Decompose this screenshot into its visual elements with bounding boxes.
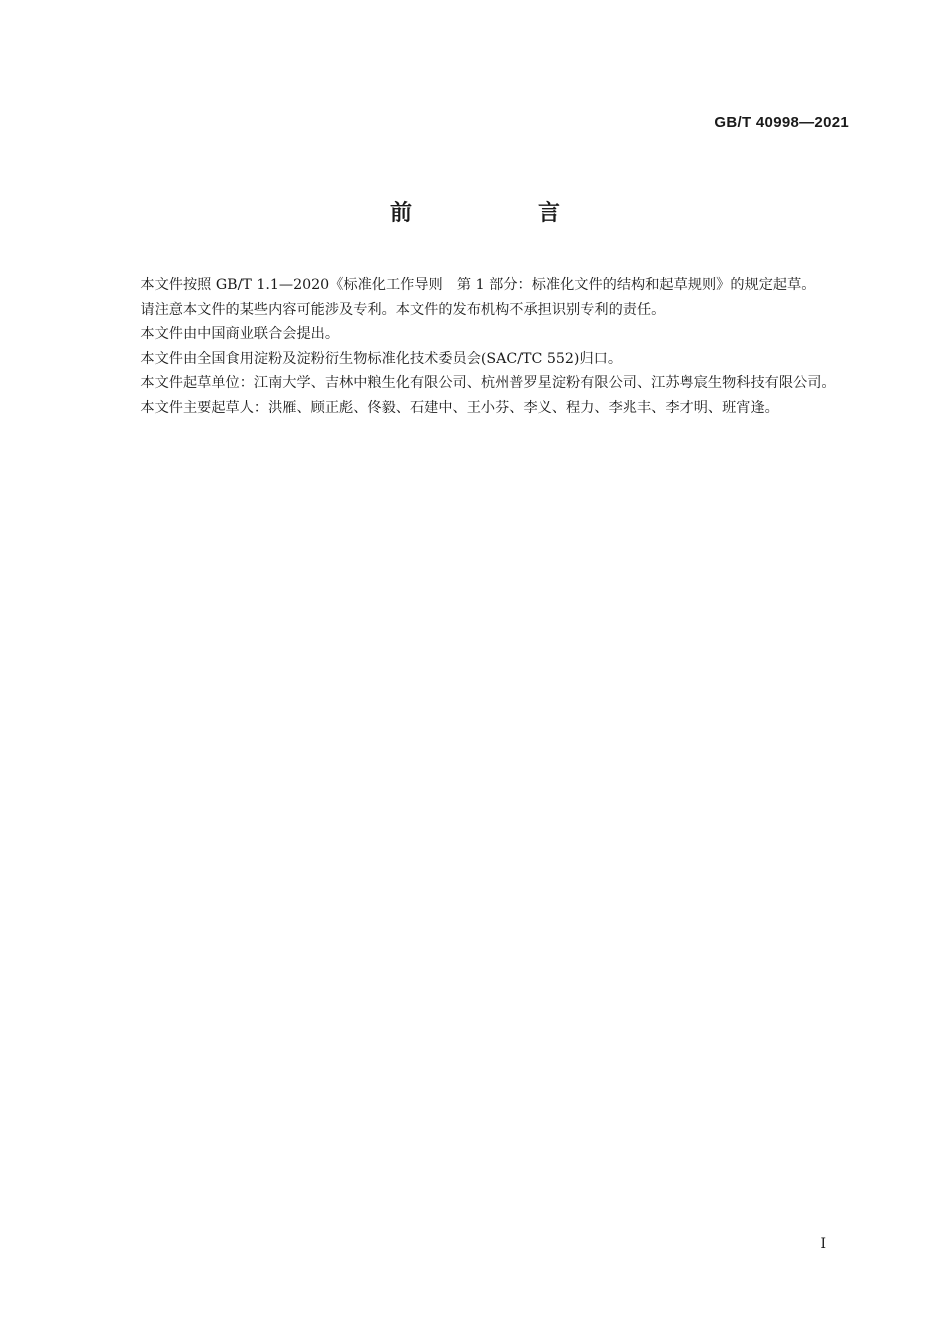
page-title: 前 言 bbox=[389, 201, 612, 226]
page-number: I bbox=[820, 1236, 826, 1252]
standard-number: GB/T 40998—2021 bbox=[714, 114, 849, 131]
foreword-body bbox=[112, 273, 849, 420]
paragraph-committee: 本文件由全国食用淀粉及淀粉衍生物标准化技术委员会(SAC/TC 552)归口。 bbox=[140, 350, 623, 367]
paragraph-drafting-units: 本文件起草单位：江南大学、吉林中粮生化有限公司、杭州普罗星淀粉有限公司、江苏粤宸生物科技有限公司。 bbox=[140, 375, 836, 391]
paragraph-patent-notice: 请注意本文件的某些内容可能涉及专利。本文件的发布机构不承担识别专利的责任。 bbox=[140, 301, 666, 318]
paragraph-drafting-rules: 本文件按照 GB/T 1.1—2020《标准化工作导则 第 1 部分：标准化文件的结构和起草规则》的规定起草。 bbox=[140, 277, 816, 293]
paragraph-proposer: 本文件由中国商业联合会提出。 bbox=[140, 326, 340, 342]
paragraph-drafters: 本文件主要起草人：洪雁、顾正彪、佟毅、石建中、王小芬、李义、程力、李兆丰、李才明、班宵逢。 bbox=[140, 399, 779, 416]
